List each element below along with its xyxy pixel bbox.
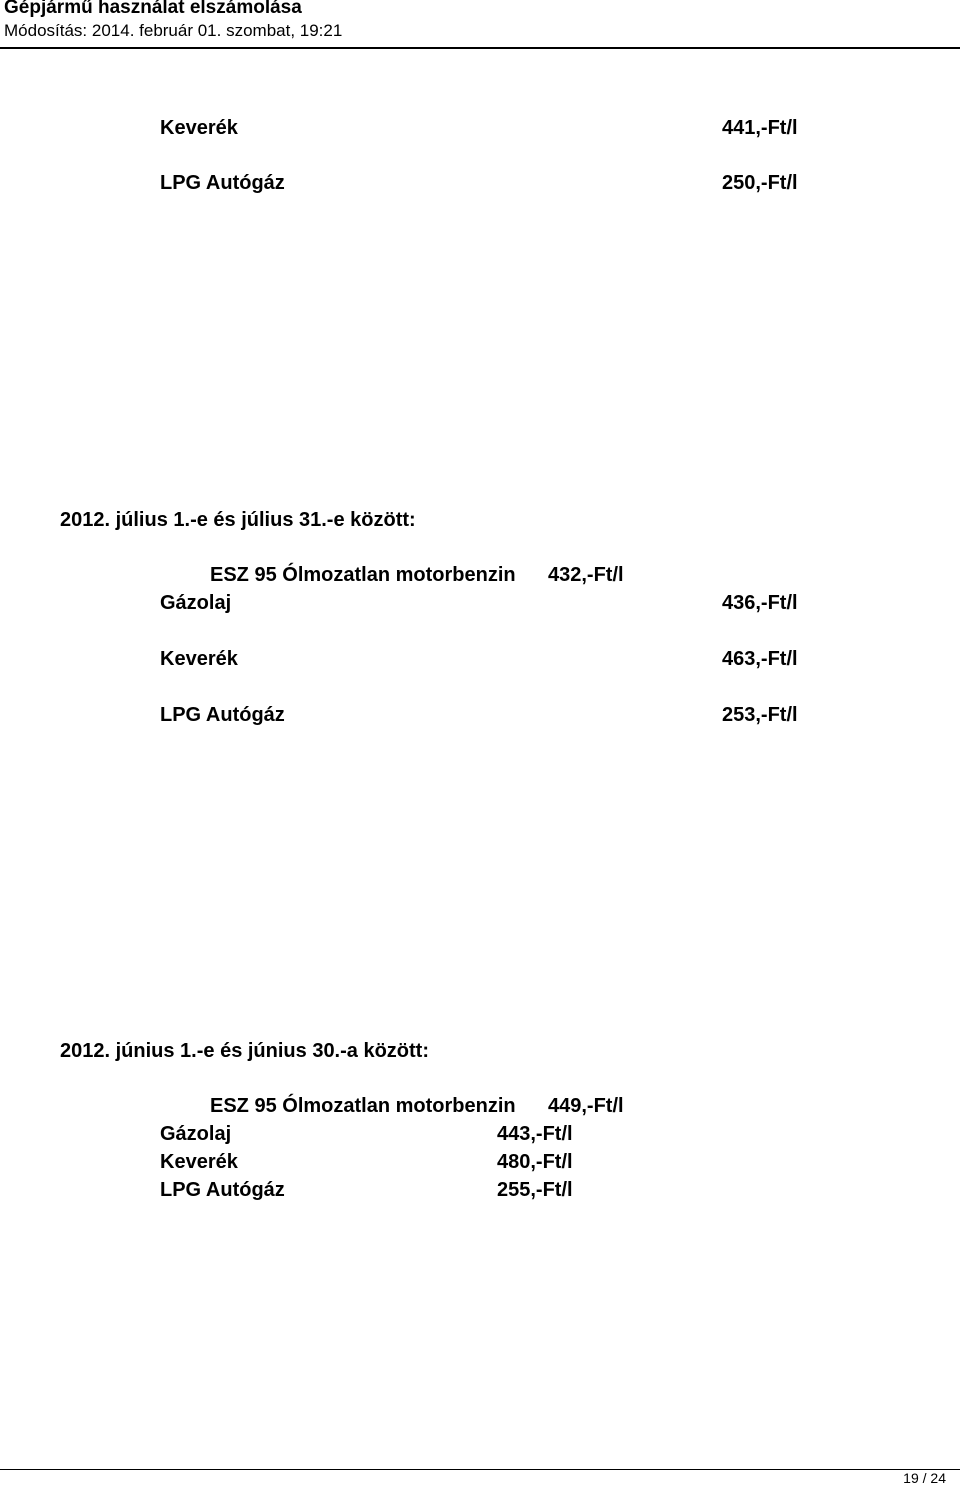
- fuel-price: 441,-Ft/l: [722, 117, 798, 139]
- fuel-price: 449,-Ft/l: [548, 1095, 624, 1117]
- fuel-name: Keverék: [160, 648, 238, 670]
- fuel-name: Gázolaj: [160, 1123, 232, 1145]
- document-title: Gépjármű használat elszámolása: [4, 0, 302, 18]
- page-number: 19 / 24: [903, 1470, 946, 1486]
- fuel-name: Keverék: [160, 1151, 238, 1173]
- fuel-name: ESZ 95 Ólmozatlan motorbenzin: [210, 1095, 516, 1117]
- modified-date: Módosítás: 2014. február 01. szombat, 19:21: [4, 21, 343, 40]
- fuel-name: Gázolaj: [160, 592, 232, 614]
- period-heading: 2012. július 1.-e és július 31.-e között:: [60, 509, 416, 531]
- fuel-name: Keverék: [160, 117, 238, 139]
- fuel-name: LPG Autógáz: [160, 1179, 285, 1201]
- fuel-price: 250,-Ft/l: [722, 172, 798, 194]
- header-divider: [0, 47, 960, 49]
- footer-divider: [0, 1469, 960, 1470]
- fuel-price: 253,-Ft/l: [722, 704, 798, 726]
- fuel-price: 480,-Ft/l: [497, 1151, 573, 1173]
- fuel-price: 443,-Ft/l: [497, 1123, 573, 1145]
- fuel-name: LPG Autógáz: [160, 172, 285, 194]
- fuel-price: 432,-Ft/l: [548, 564, 624, 586]
- period-heading: 2012. június 1.-e és június 30.-a között:: [60, 1040, 429, 1062]
- fuel-price: 463,-Ft/l: [722, 648, 798, 670]
- fuel-name: LPG Autógáz: [160, 704, 285, 726]
- fuel-price: 255,-Ft/l: [497, 1179, 573, 1201]
- fuel-price: 436,-Ft/l: [722, 592, 798, 614]
- fuel-name: ESZ 95 Ólmozatlan motorbenzin: [210, 564, 516, 586]
